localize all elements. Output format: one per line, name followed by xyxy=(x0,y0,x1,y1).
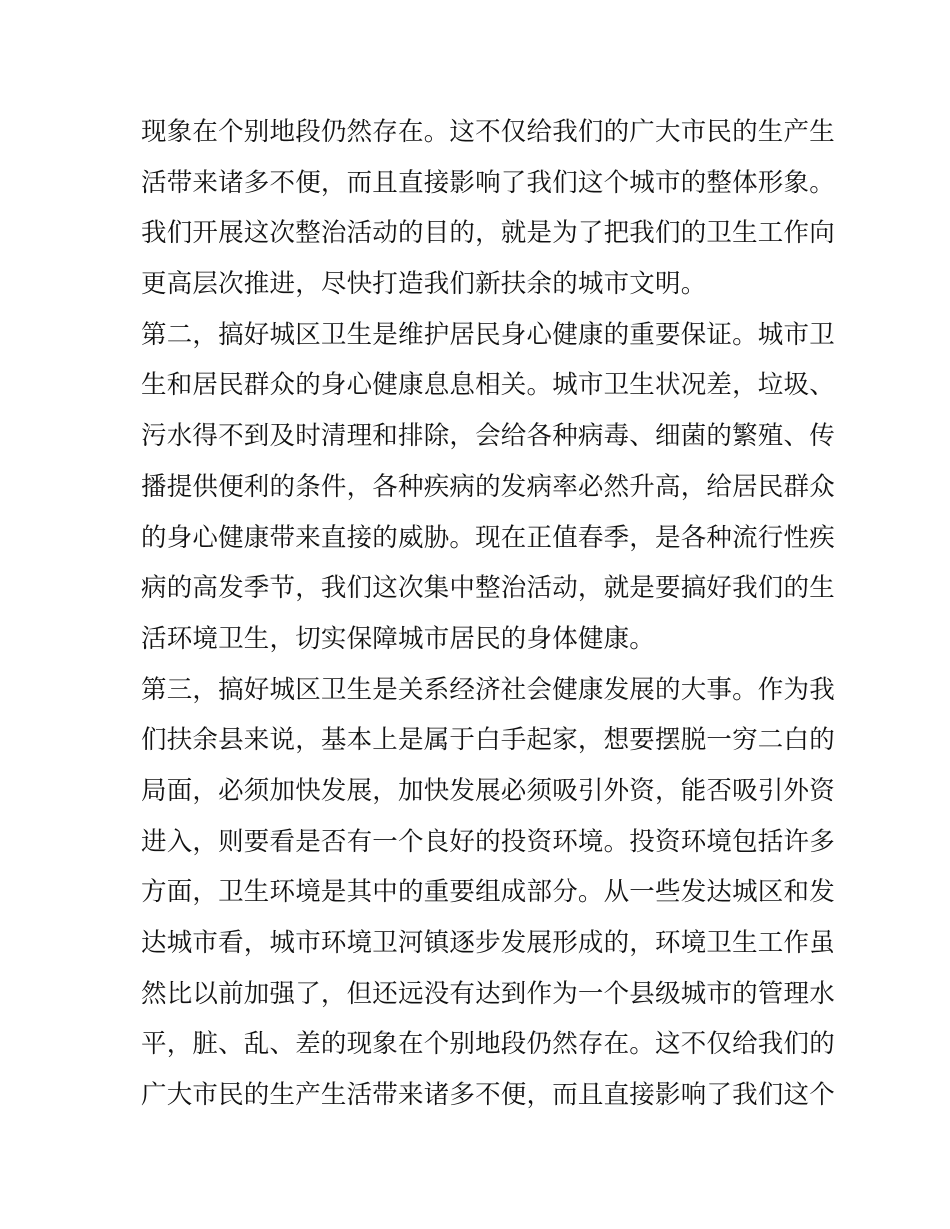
text-line: 局面，必须加快发展，加快发展必须吸引外资，能否吸引外资 xyxy=(141,775,835,806)
text-line: 污水得不到及时清理和排除，会给各种病毒、细菌的繁殖、传 xyxy=(141,421,835,452)
text-line: 生和居民群众的身心健康息息相关。城市卫生状况差，垃圾、 xyxy=(141,370,835,401)
text-line: 病的高发季节，我们这次集中整治活动，就是要搞好我们的生 xyxy=(141,573,835,604)
text-line: 达城市看，城市环境卫河镇逐步发展形成的，环境卫生工作虽 xyxy=(141,928,835,958)
text-line: 现象在个别地段仍然存在。这不仅给我们的广大市民的生产生 xyxy=(141,117,835,147)
text-line: 第二，搞好城区卫生是维护居民身心健康的重要保证。城市卫 xyxy=(141,319,835,350)
text-line: 我们开展这次整治活动的目的，就是为了把我们的卫生工作向 xyxy=(141,218,835,249)
body-text xyxy=(141,107,835,1121)
text-line: 更高层次推进，尽快打造我们新扶余的城市文明。 xyxy=(141,269,707,300)
text-line: 的身心健康带来直接的威胁。现在正值春季，是各种流行性疾 xyxy=(141,522,835,553)
text-line: 广大市民的生产生活带来诸多不便，而且直接影响了我们这个 xyxy=(141,1080,835,1111)
text-line: 平，脏、乱、差的现象在个别地段仍然存在。这不仅给我们的 xyxy=(141,1029,835,1060)
text-line: 第三，搞好城区卫生是关系经济社会健康发展的大事。作为我 xyxy=(141,674,835,705)
text-line: 然比以前加强了，但还远没有达到作为一个县级城市的管理水 xyxy=(141,978,835,1009)
text-line: 们扶余县来说，基本上是属于白手起家，想要摆脱一穷二白的 xyxy=(141,725,835,756)
text-line: 活带来诸多不便，而且直接影响了我们这个城市的整体形象。 xyxy=(141,167,835,198)
text-line: 播提供便利的条件，各种疾病的发病率必然升高，给居民群众 xyxy=(141,471,835,502)
text-line: 方面，卫生环境是其中的重要组成部分。从一些发达城区和发 xyxy=(141,877,835,908)
text-line: 活环境卫生，切实保障城市居民的身体健康。 xyxy=(141,623,656,654)
text-line: 进入，则要看是否有一个良好的投资环境。投资环境包括许多 xyxy=(141,826,835,857)
